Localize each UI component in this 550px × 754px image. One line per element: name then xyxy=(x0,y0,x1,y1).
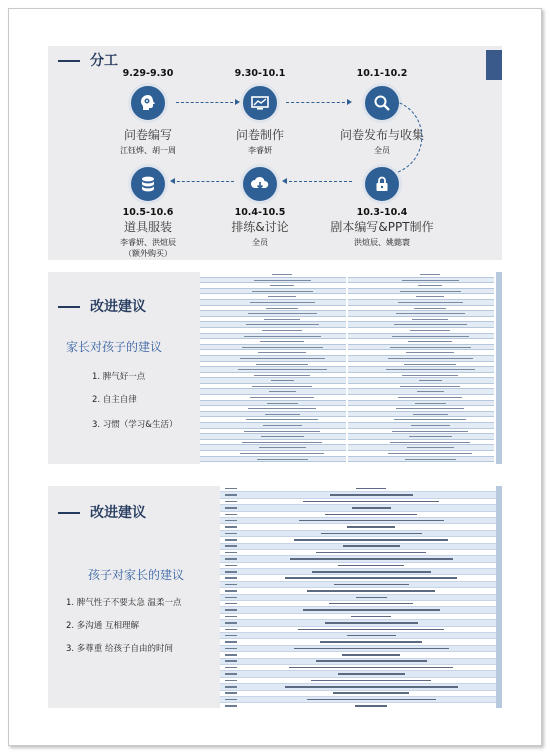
table-edge-bar xyxy=(496,486,502,708)
slide-child-suggestions xyxy=(48,486,502,708)
step-name: 问卷发布与收集 xyxy=(339,128,424,142)
step-people: 全员 xyxy=(252,238,268,247)
cloud-download-icon xyxy=(240,164,280,204)
step-date: 10.4-10.5 xyxy=(234,207,286,218)
slide-title xyxy=(58,50,118,70)
step-people: 洪煊辰、姚懿寰 xyxy=(354,238,410,247)
slide-title-text: 分工 xyxy=(90,53,118,69)
step-rehearsal xyxy=(200,164,320,248)
step-name: 问卷制作 xyxy=(235,128,284,142)
slide-parent-suggestions xyxy=(48,272,502,464)
suggestion-item: 2. 自主自律 xyxy=(92,395,137,405)
step-people: 全员 xyxy=(374,146,390,155)
suggestion-item: 3. 多尊重 给孩子自由的时间 xyxy=(66,644,174,654)
brain-gear-icon xyxy=(128,83,168,123)
parent-survey-table-image xyxy=(200,272,502,464)
corner-accent-bar xyxy=(486,50,502,80)
title-dash xyxy=(58,306,80,308)
flow-arrow xyxy=(284,181,352,182)
flow-arrow xyxy=(286,102,350,103)
table-column xyxy=(348,272,494,464)
table-column xyxy=(200,272,346,464)
slide-title xyxy=(58,296,146,316)
table-edge-bar xyxy=(496,272,502,464)
step-questionnaire-making xyxy=(200,68,320,156)
step-name: 排练&讨论 xyxy=(231,220,289,234)
step-note: （额外购买） xyxy=(124,249,172,258)
table-row xyxy=(220,703,496,708)
table-row xyxy=(348,462,494,464)
step-script-ppt xyxy=(306,164,458,248)
flow-arrow xyxy=(176,102,238,103)
step-name: 问卷编写 xyxy=(123,128,172,142)
step-date: 10.5-10.6 xyxy=(122,207,174,218)
database-icon xyxy=(128,164,168,204)
title-dash xyxy=(58,512,80,514)
monitor-chart-icon xyxy=(240,83,280,123)
slide-title-text: 改进建议 xyxy=(90,505,146,521)
table-column xyxy=(220,486,496,708)
child-survey-table-image xyxy=(220,486,502,708)
step-name: 道具服装 xyxy=(123,220,172,234)
step-people: 江钰烨、胡一周 xyxy=(120,146,176,155)
step-date: 9.29-9.30 xyxy=(122,68,174,79)
slide-title xyxy=(58,502,146,522)
step-props-costumes xyxy=(88,164,208,259)
step-questionnaire-writing xyxy=(88,68,208,156)
step-people: 李睿妍、洪煊辰 xyxy=(120,238,176,247)
step-name: 剧本编写&PPT制作 xyxy=(330,220,434,234)
step-date: 10.3-10.4 xyxy=(356,207,408,218)
slide-title-text: 改进建议 xyxy=(90,299,146,315)
suggestion-item: 3. 习惯（学习&生活） xyxy=(92,420,178,430)
slide-division-of-labor xyxy=(48,46,502,260)
slide-subtitle: 孩子对家长的建议 xyxy=(88,568,185,582)
step-date: 10.1-10.2 xyxy=(356,68,408,79)
flow-arrow xyxy=(172,181,234,182)
title-dash xyxy=(58,60,80,62)
step-people: 李睿妍 xyxy=(248,146,272,155)
lock-icon xyxy=(362,164,402,204)
suggestion-item: 2. 多沟通 互相理解 xyxy=(66,621,140,631)
slide-subtitle: 家长对孩子的建议 xyxy=(66,340,163,354)
suggestion-item: 1. 脾气好一点 xyxy=(92,372,146,382)
step-date: 9.30-10.1 xyxy=(234,68,286,79)
suggestion-item: 1. 脾气性子不要太急 温柔一点 xyxy=(66,598,182,608)
table-row xyxy=(200,462,346,464)
